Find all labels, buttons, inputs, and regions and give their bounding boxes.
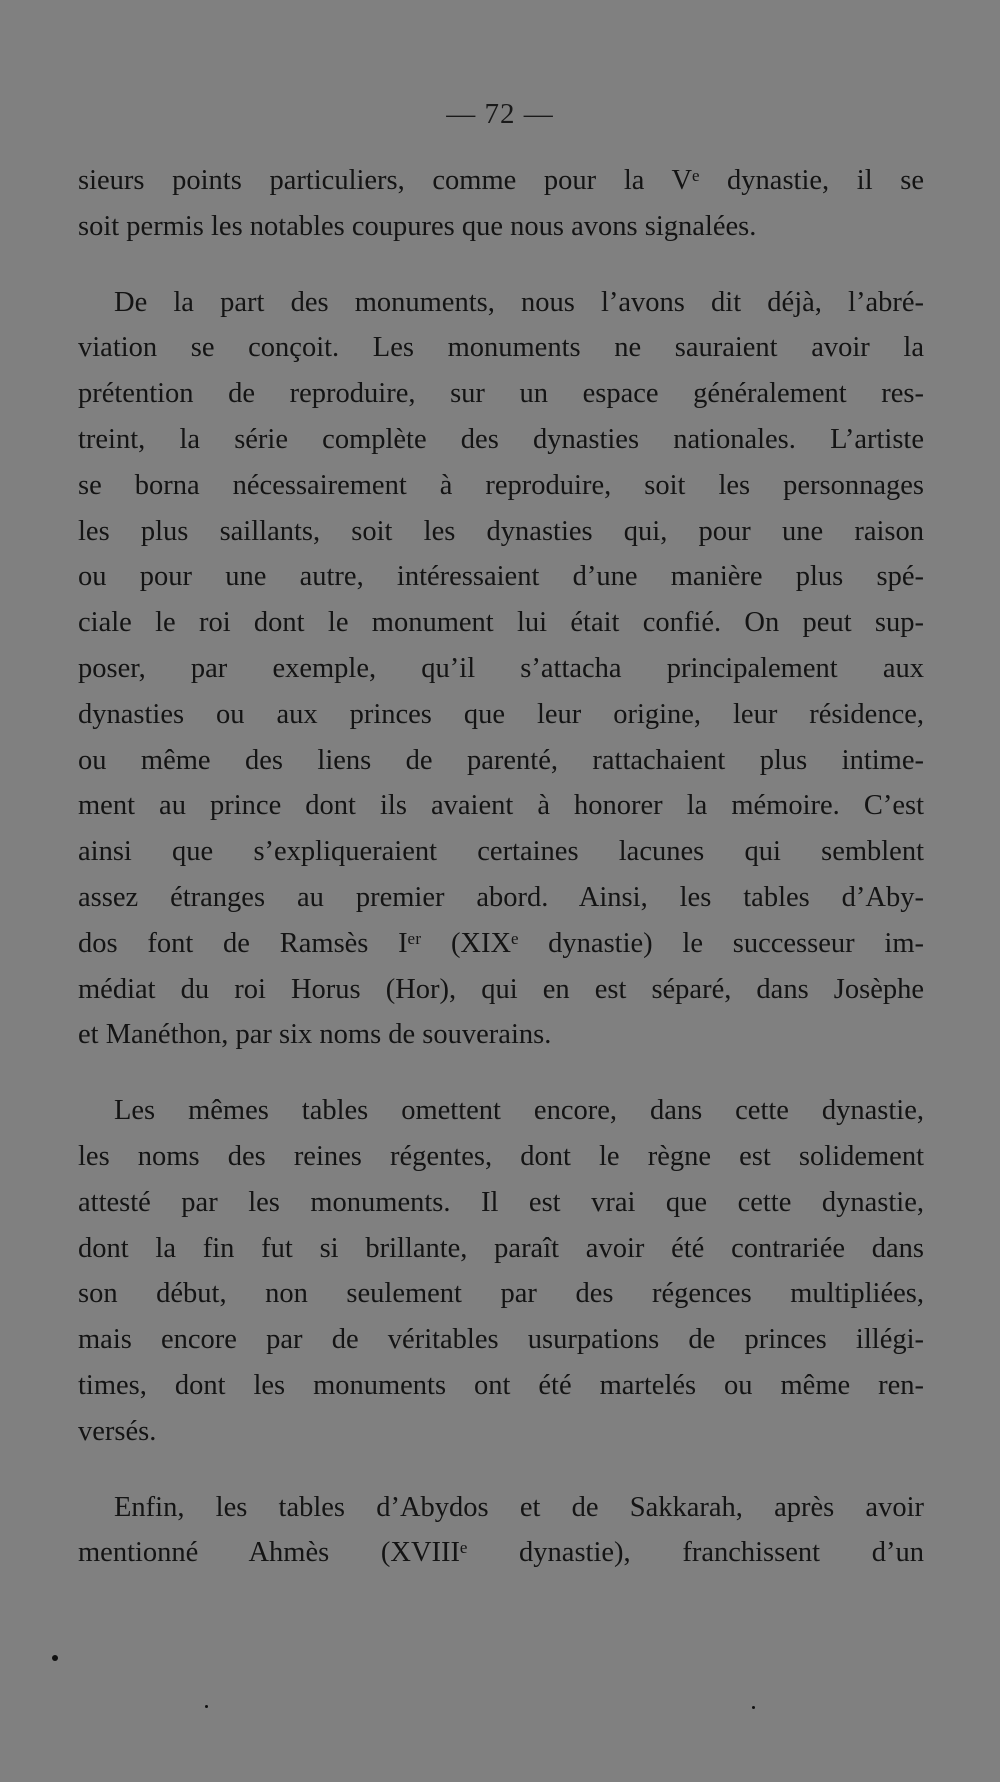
- paragraph-4: [78, 1485, 924, 1577]
- text-line: prétention de reproduire, sur un espace généralement res-: [78, 378, 924, 410]
- text-line: dos font de Ramsès Iᵉʳ (XIXᵉ dynastie) le successeur im-: [78, 927, 924, 959]
- text-line: mentionné Ahmès (XVIIIᵉ dynastie), franchissent d’un: [78, 1537, 924, 1569]
- text-line: times, dont les monuments ont été martelés ou même ren-: [78, 1369, 924, 1401]
- text-line: ou pour une autre, intéressaient d’une manière plus spé-: [78, 561, 924, 593]
- paragraph-3: [78, 1088, 924, 1454]
- text-line: De la part des monuments, nous l’avons dit déjà, l’abré-: [114, 286, 924, 318]
- text-line: Enfin, les tables d’Abydos et de Sakkarah, après avoir: [114, 1491, 924, 1523]
- text-line: son début, non seulement par des régences multipliées,: [78, 1278, 924, 1310]
- ink-speck: [205, 1705, 208, 1708]
- text-line: assez étranges au premier abord. Ainsi, les tables d’Aby-: [78, 881, 924, 913]
- text-line: Les mêmes tables omettent encore, dans cette dynastie,: [114, 1095, 924, 1127]
- text-line: se borna nécessairement à reproduire, soit les personnages: [78, 469, 924, 501]
- text-line: les plus saillants, soit les dynasties qui, pour une raison: [78, 515, 924, 547]
- paragraph-1: [78, 158, 924, 250]
- text-line: médiat du roi Horus (Hor), qui en est séparé, dans Josèphe: [78, 973, 924, 1005]
- text-line: sieurs points particuliers, comme pour la Vᵉ dynastie, il se: [78, 165, 924, 196]
- text-line: ainsi que s’expliqueraient certaines lacunes qui semblent: [78, 836, 924, 868]
- paragraph-2: [78, 280, 924, 1059]
- text-line: treint, la série complète des dynasties nationales. L’artiste: [78, 423, 924, 455]
- text-line: dont la fin fut si brillante, paraît avoir été contrariée dans: [78, 1232, 924, 1264]
- paragraph-gap: [78, 1058, 924, 1088]
- body-text: [78, 158, 924, 1576]
- ink-speck: [52, 1655, 58, 1661]
- text-line: mais encore par de véritables usurpations de princes illégi-: [78, 1324, 924, 1356]
- text-line: les noms des reines régentes, dont le règne est solidement: [78, 1140, 924, 1172]
- text-line: soit permis les notables coupures que nous avons signalées.: [78, 210, 757, 242]
- text-line: ou même des liens de parenté, rattachaient plus intime-: [78, 744, 924, 776]
- text-line: dynasties ou aux princes que leur origine, leur résidence,: [78, 698, 924, 730]
- ink-speck: [752, 1706, 755, 1709]
- text-line: ment au prince dont ils avaient à honorer la mémoire. C’est: [78, 790, 924, 822]
- page-number: — 72 —: [446, 98, 554, 130]
- text-line: ciale le roi dont le monument lui était confié. On peut sup-: [78, 607, 924, 639]
- text-line: poser, par exemple, qu’il s’attacha principalement aux: [78, 652, 924, 684]
- text-line: attesté par les monuments. Il est vrai que cette dynastie,: [78, 1186, 924, 1218]
- text-line: viation se conçoit. Les monuments ne sauraient avoir la: [78, 332, 924, 364]
- text-line: versés.: [78, 1415, 157, 1447]
- paragraph-gap: [78, 1455, 924, 1485]
- paragraph-gap: [78, 250, 924, 280]
- text-line: et Manéthon, par six noms de souverains.: [78, 1019, 552, 1051]
